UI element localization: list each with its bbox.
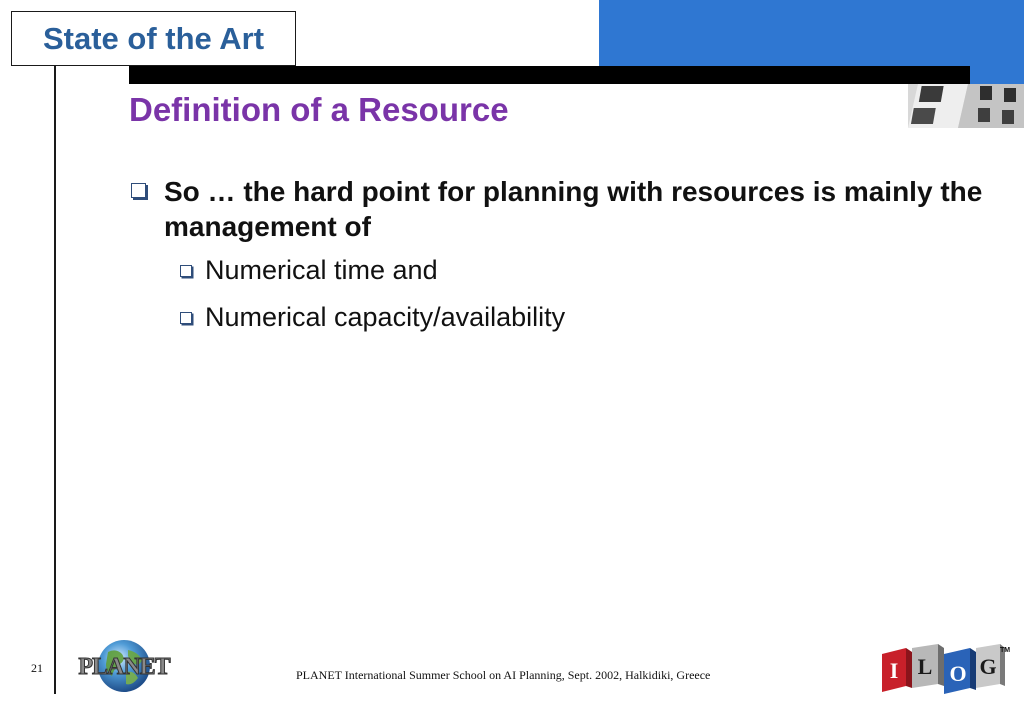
planet-logo-text: PLANET — [78, 654, 170, 680]
sub-bullet — [180, 302, 565, 333]
header-black-bar — [129, 66, 970, 84]
checkbox-bullet-icon — [180, 265, 192, 277]
header-blue-block-extension — [970, 66, 1024, 84]
ilog-letter-g: G — [979, 654, 997, 679]
main-bullet — [131, 174, 1011, 244]
section-title-box — [11, 11, 296, 66]
ilog-letter-l: L — [917, 654, 933, 679]
sub-bullet-text: Numerical time and — [205, 255, 438, 285]
left-vertical-rule — [54, 66, 56, 694]
building-image — [908, 84, 1024, 128]
section-title: State of the Art — [42, 20, 265, 56]
footer-caption: PLANET International Summer School on AI Planning, Sept. 2002, Halkidiki, Greece — [296, 668, 711, 682]
checkbox-bullet-icon — [180, 312, 192, 324]
sub-bullet-text: Numerical capacity/availability — [205, 302, 566, 332]
header-blue-block — [599, 0, 1024, 66]
planet-logo — [68, 638, 180, 694]
checkbox-bullet-icon — [131, 183, 146, 198]
main-bullet-text: So … the hard point for planning with resources is mainly the management of — [164, 176, 983, 242]
page-number: 21 — [31, 661, 43, 675]
slide-heading: Definition of a Resource — [129, 91, 509, 128]
ilog-letter-i: I — [889, 658, 899, 683]
ilog-letter-o: O — [949, 661, 967, 686]
trademark-mark: TM — [1000, 647, 1011, 654]
sub-bullet — [180, 255, 438, 286]
ilog-logo — [880, 640, 1014, 696]
